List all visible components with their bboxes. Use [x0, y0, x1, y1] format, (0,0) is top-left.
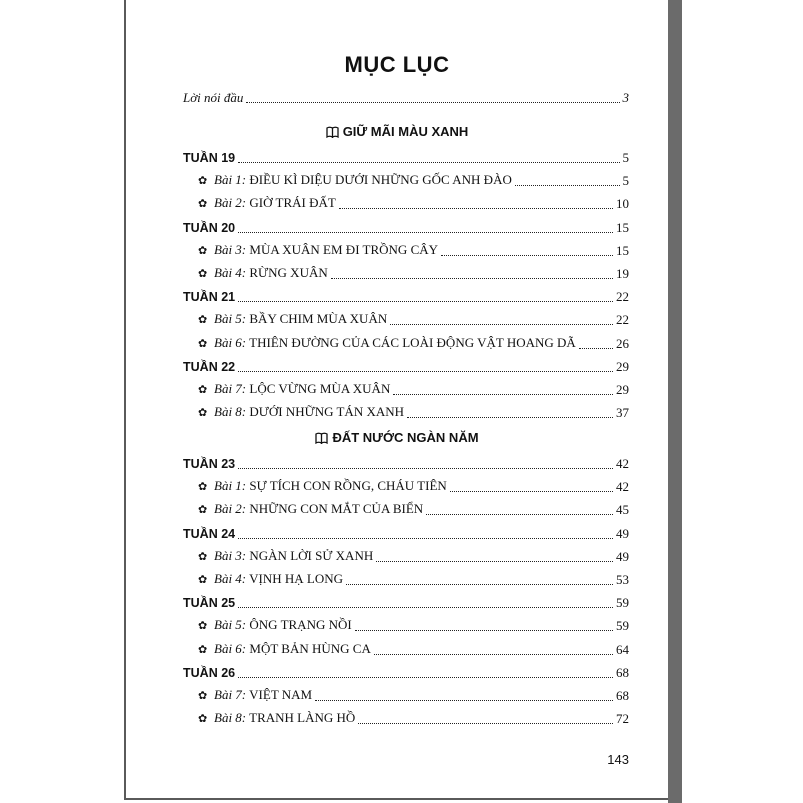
lesson-title: RỪNG XUÂN: [249, 265, 328, 280]
week-label: TUẦN 20: [183, 220, 236, 235]
lesson-label: [198, 617, 352, 634]
toc-week-row[interactable]: [183, 359, 629, 375]
week-page: 22: [616, 289, 629, 305]
week-page: 42: [616, 456, 629, 471]
week-label: TUẦN 22: [183, 359, 236, 374]
toc-week-row[interactable]: [183, 289, 629, 305]
dot-leader: [339, 208, 613, 209]
dot-leader: [376, 561, 613, 562]
lesson-number: Bài 1:: [214, 478, 247, 494]
lesson-page: 72: [616, 711, 629, 727]
lesson-number: Bài 5:: [214, 617, 247, 633]
lesson-number: Bài 3:: [214, 547, 247, 563]
dot-leader: [238, 232, 613, 233]
lesson-label: [198, 265, 328, 282]
week-label: TUẦN 26: [183, 665, 236, 680]
lesson-number: Bài 8:: [214, 404, 247, 420]
lesson-number: Bài 7:: [214, 687, 247, 702]
week-label: TUẦN 24: [183, 526, 236, 541]
toc-week-row[interactable]: [183, 595, 629, 611]
lesson-page: 22: [616, 312, 629, 328]
lesson-title: VIỆT NAM: [249, 687, 313, 702]
flower-star-icon: ✿: [198, 550, 208, 563]
flower-star-icon: ✿: [198, 713, 208, 726]
lesson-label: [198, 687, 312, 704]
toc-lesson-row[interactable]: [198, 382, 629, 398]
book-page: [124, 0, 668, 800]
toc-week-row[interactable]: [183, 150, 629, 166]
lesson-page: 49: [616, 548, 629, 564]
dot-leader: [407, 417, 613, 418]
lesson-page: 5: [622, 173, 629, 189]
lesson-title: MÙA XUÂN EM ĐI TRỒNG CÂY: [249, 241, 439, 257]
dot-leader: [346, 584, 613, 585]
lesson-page: 45: [616, 502, 629, 518]
lesson-page: 26: [616, 335, 629, 351]
week-page: 59: [616, 595, 629, 611]
lesson-title: VỊNH HẠ LONG: [249, 571, 344, 586]
dot-leader: [355, 630, 613, 631]
lesson-label: [198, 571, 343, 588]
lesson-title: LỘC VỪNG MÙA XUÂN: [249, 381, 391, 396]
dot-leader: [331, 278, 613, 279]
dot-leader: [358, 723, 613, 724]
toc-lesson-row[interactable]: [198, 196, 629, 212]
lesson-title: DƯỚI NHỮNG TÁN XANH: [249, 404, 405, 420]
lesson-label: [198, 195, 336, 212]
page-title: MỤC LỤC: [344, 52, 450, 77]
lesson-label: [198, 501, 423, 518]
flower-star-icon: ✿: [198, 643, 208, 656]
toc-week-row[interactable]: [183, 526, 629, 542]
flower-star-icon: ✿: [198, 690, 208, 702]
lesson-page: 15: [616, 242, 629, 258]
lesson-label: [198, 404, 404, 421]
section-heading: [126, 124, 668, 141]
lesson-page: 42: [616, 479, 629, 495]
dot-leader: [515, 185, 620, 186]
toc-lesson-row[interactable]: [198, 711, 629, 727]
lesson-label: [198, 641, 371, 658]
flower-star-icon: ✿: [198, 407, 208, 420]
dot-leader: [579, 348, 613, 349]
lesson-title: MỘT BẢN HÙNG CA: [249, 640, 371, 656]
toc-preface-row[interactable]: [183, 90, 629, 106]
lesson-title: THIÊN ĐƯỜNG CỦA CÁC LOÀI ĐỘNG VẬT HOANG DÃ: [249, 334, 576, 350]
flower-star-icon: ✿: [198, 620, 208, 633]
week-page: 68: [616, 664, 629, 680]
lesson-label: [198, 478, 447, 495]
lesson-title: TRANH LÀNG HỒ: [249, 710, 356, 726]
lesson-number: Bài 4:: [214, 265, 247, 280]
toc-lesson-row[interactable]: [198, 405, 629, 421]
dot-leader: [246, 102, 619, 103]
dot-leader: [238, 301, 613, 302]
dot-leader: [390, 324, 613, 325]
flower-star-icon: ✿: [198, 481, 208, 494]
lesson-page: 29: [616, 382, 629, 397]
lesson-label: [198, 710, 355, 727]
toc-lesson-row[interactable]: [198, 243, 629, 259]
toc-lesson-row[interactable]: [198, 173, 629, 189]
week-page: 29: [616, 358, 629, 374]
toc-lesson-row[interactable]: [198, 479, 629, 495]
book-icon: [326, 126, 339, 141]
week-page: 5: [622, 150, 629, 165]
flower-star-icon: ✿: [198, 504, 208, 517]
lesson-title: SỰ TÍCH CON RỒNG, CHÁU TIÊN: [249, 478, 447, 494]
lesson-page: 64: [616, 641, 629, 657]
lesson-number: Bài 2:: [214, 501, 247, 517]
toc-lesson-row[interactable]: [198, 572, 629, 588]
lesson-number: Bài 6:: [214, 334, 247, 350]
toc-lesson-row[interactable]: [198, 549, 629, 565]
toc-week-row[interactable]: [183, 220, 629, 236]
lesson-page: 10: [616, 196, 629, 212]
dot-leader: [374, 654, 613, 655]
lesson-number: Bài 8:: [214, 710, 247, 726]
section-heading-text: GIỮ MÃI MÀU XANH: [342, 124, 469, 139]
lesson-number: Bài 5:: [214, 311, 247, 327]
week-label: TUẦN 21: [183, 290, 236, 305]
lesson-page: 59: [616, 618, 629, 634]
dot-leader: [441, 255, 613, 256]
lesson-number: Bài 3:: [214, 241, 247, 257]
dot-leader: [238, 468, 613, 469]
dot-leader: [238, 607, 613, 608]
toc-lesson-row[interactable]: [198, 618, 629, 634]
lesson-label: [198, 381, 390, 398]
flower-star-icon: ✿: [198, 175, 208, 188]
section-heading-text: ĐẤT NƯỚC NGÀN NĂM: [332, 430, 479, 445]
flower-star-icon: ✿: [198, 574, 208, 586]
flower-star-icon: ✿: [198, 244, 208, 257]
lesson-label: [198, 548, 373, 565]
toc-lesson-row[interactable]: [198, 688, 629, 704]
toc-week-row[interactable]: [183, 456, 629, 472]
week-label: TUẦN 23: [183, 457, 236, 471]
preface-page: 3: [622, 90, 629, 105]
lesson-page: 37: [616, 405, 629, 421]
section-heading: [126, 430, 668, 447]
lesson-label: [198, 311, 387, 328]
dot-leader: [238, 162, 619, 163]
dot-leader: [238, 371, 613, 372]
toc-lesson-row[interactable]: [198, 336, 629, 352]
lesson-title: ÔNG TRẠNG NỒI: [249, 617, 352, 633]
lesson-label: [198, 335, 576, 352]
lesson-number: Bài 4:: [214, 571, 247, 586]
toc-week-row[interactable]: [183, 665, 629, 681]
lesson-number: Bài 7:: [214, 381, 247, 396]
lesson-number: Bài 2:: [214, 195, 247, 211]
book-icon: [315, 432, 328, 447]
lesson-title: NHỮNG CON MẮT CỦA BIỂN: [249, 501, 424, 517]
page-number: 143: [607, 752, 629, 767]
dot-leader: [393, 394, 613, 395]
lesson-page: 19: [616, 266, 629, 281]
lesson-number: Bài 6:: [214, 640, 247, 656]
toc-lesson-row[interactable]: [198, 266, 629, 282]
dot-leader: [450, 491, 613, 492]
page-edge-shadow: [668, 0, 682, 803]
toc-lesson-row[interactable]: [198, 312, 629, 328]
dot-leader: [315, 700, 613, 701]
toc-lesson-row[interactable]: [198, 502, 629, 518]
preface-label: Lời nói đầu: [183, 90, 244, 105]
lesson-title: ĐIỀU KÌ DIỆU DƯỚI NHỮNG GỐC ANH ĐÀO: [249, 172, 512, 188]
dot-leader: [238, 677, 613, 678]
week-label: TUẦN 25: [183, 596, 236, 611]
lesson-label: [198, 242, 438, 259]
lesson-label: [198, 172, 512, 189]
flower-star-icon: ✿: [198, 314, 208, 327]
week-page: 15: [616, 219, 629, 235]
dot-leader: [426, 514, 613, 515]
flower-star-icon: ✿: [198, 198, 208, 211]
dot-leader: [238, 538, 613, 539]
flower-star-icon: ✿: [198, 337, 208, 350]
week-label: TUẦN 19: [183, 151, 236, 165]
lesson-title: NGÀN LỜI SỬ XANH: [249, 547, 374, 563]
lesson-page: 68: [616, 688, 629, 703]
toc-lesson-row[interactable]: [198, 642, 629, 658]
flower-star-icon: ✿: [198, 268, 208, 280]
lesson-number: Bài 1:: [214, 172, 247, 188]
lesson-page: 53: [616, 572, 629, 587]
lesson-title: BẦY CHIM MÙA XUÂN: [249, 311, 388, 327]
lesson-title: GIỜ TRÁI ĐẤT: [249, 195, 336, 211]
week-page: 49: [616, 525, 629, 541]
flower-star-icon: ✿: [198, 384, 208, 396]
